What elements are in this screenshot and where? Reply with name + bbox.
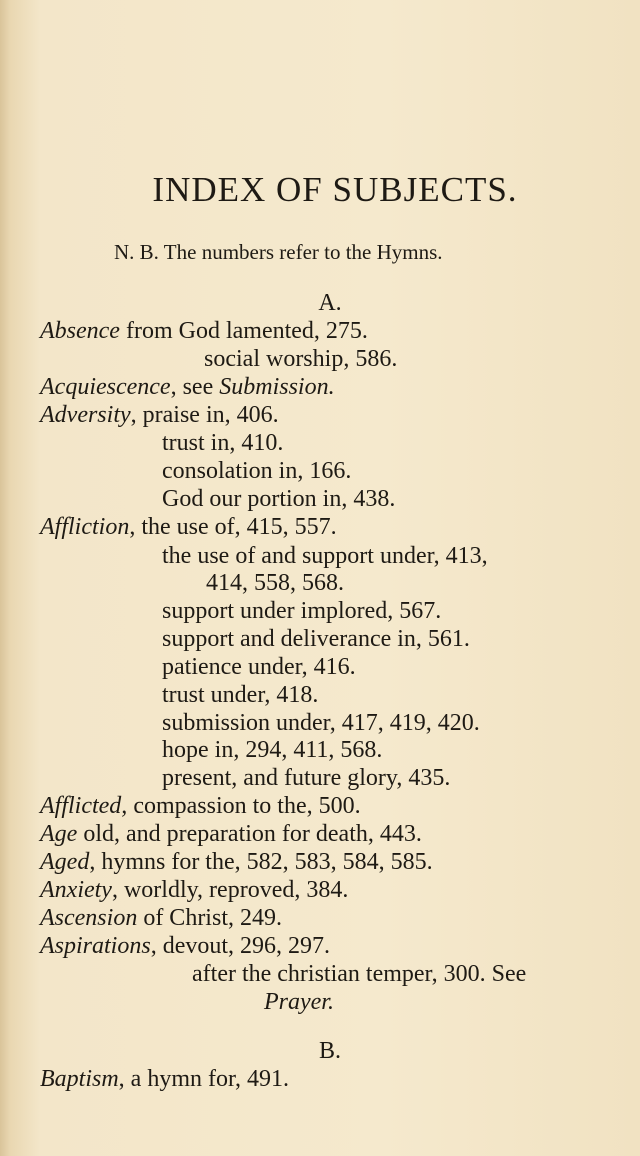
index-entry [40, 793, 361, 820]
entry-text: support under implored, 567. [162, 598, 442, 624]
index-entry [192, 961, 526, 988]
index-entry [40, 1066, 289, 1093]
index-entry [204, 346, 397, 373]
entry-text: hope in, 294, 411, 568. [162, 737, 383, 763]
index-entry [40, 905, 282, 932]
entry-text: trust in, 410. [162, 430, 284, 456]
index-entry [162, 626, 470, 653]
entry-text: submission under, 417, 419, 420. [162, 710, 480, 736]
index-entry [206, 570, 344, 597]
entry-text: , a hymn for, 491. [118, 1066, 290, 1092]
entry-text: of Christ, 249. [137, 905, 282, 931]
index-entry [162, 737, 382, 764]
entry-text: after the christian temper, 300. See [192, 961, 527, 987]
entry-text: 414, 558, 568. [206, 570, 344, 596]
index-entry [162, 682, 318, 709]
section-letter-b: B. [318, 1038, 341, 1064]
index-entry [40, 933, 330, 960]
index-entry [40, 849, 433, 876]
index-entry [40, 514, 337, 541]
section-letter-a: A. [318, 290, 342, 316]
entry-term: Adversity [40, 402, 131, 428]
entry-text: , hymns for the, 582, 583, 584, 585. [89, 849, 433, 875]
index-entry [40, 402, 279, 429]
entry-term: Aspirations [40, 933, 151, 959]
index-entry [40, 374, 335, 401]
entry-text: , devout, 296, 297. [150, 933, 331, 959]
index-entry [162, 598, 441, 625]
entry-text: , praise in, 406. [130, 402, 279, 428]
entry-text: the use of and support under, 413, [162, 543, 488, 569]
entry-term: Age [40, 821, 78, 847]
entry-text: present, and future glory, 435. [162, 765, 451, 791]
entry-text: , the use of, 415, 557. [129, 514, 337, 540]
entry-text: from God lamented, 275. [119, 318, 368, 344]
entry-text: trust under, 418. [162, 682, 319, 708]
entry-term: Afflicted, [40, 793, 128, 819]
index-entry [40, 821, 422, 848]
index-entry [162, 543, 488, 570]
index-entry [162, 654, 356, 681]
entry-text: patience under, 416. [162, 654, 356, 680]
entry-text: , see [170, 374, 220, 400]
entry-text: compassion to the, 500. [127, 793, 361, 819]
entry-text: support and deliverance in, 561. [162, 626, 470, 652]
entry-reference: Submission. [219, 374, 335, 400]
entry-term: Affliction [40, 514, 130, 540]
entry-term: Absence [40, 318, 120, 344]
index-entry [40, 318, 368, 345]
index-entry [162, 765, 450, 792]
entry-term: Acquiescence [40, 374, 171, 400]
index-entry [162, 710, 480, 737]
index-entry [264, 989, 334, 1016]
index-entry [162, 486, 395, 513]
entry-text: God our portion in, 438. [162, 486, 396, 512]
entry-text: , worldly, reproved, 384. [111, 877, 349, 903]
entry-term: Aged [40, 849, 90, 875]
entry-reference: Prayer. [264, 989, 334, 1015]
entry-text: old, and preparation for death, 443. [77, 821, 422, 847]
index-entry [162, 458, 351, 485]
entry-text: social worship, 586. [204, 346, 398, 372]
page-title: INDEX OF SUBJECTS. [152, 170, 518, 209]
index-entry [162, 430, 283, 457]
index-note: N. B. The numbers refer to the Hymns. [114, 240, 443, 264]
entry-term: Baptism [40, 1066, 119, 1092]
entry-term: Ascension [40, 905, 138, 931]
show-through-text [470, 40, 640, 240]
entry-term: Anxiety [40, 877, 112, 903]
index-entry [40, 877, 348, 904]
entry-text: consolation in, 166. [162, 458, 352, 484]
